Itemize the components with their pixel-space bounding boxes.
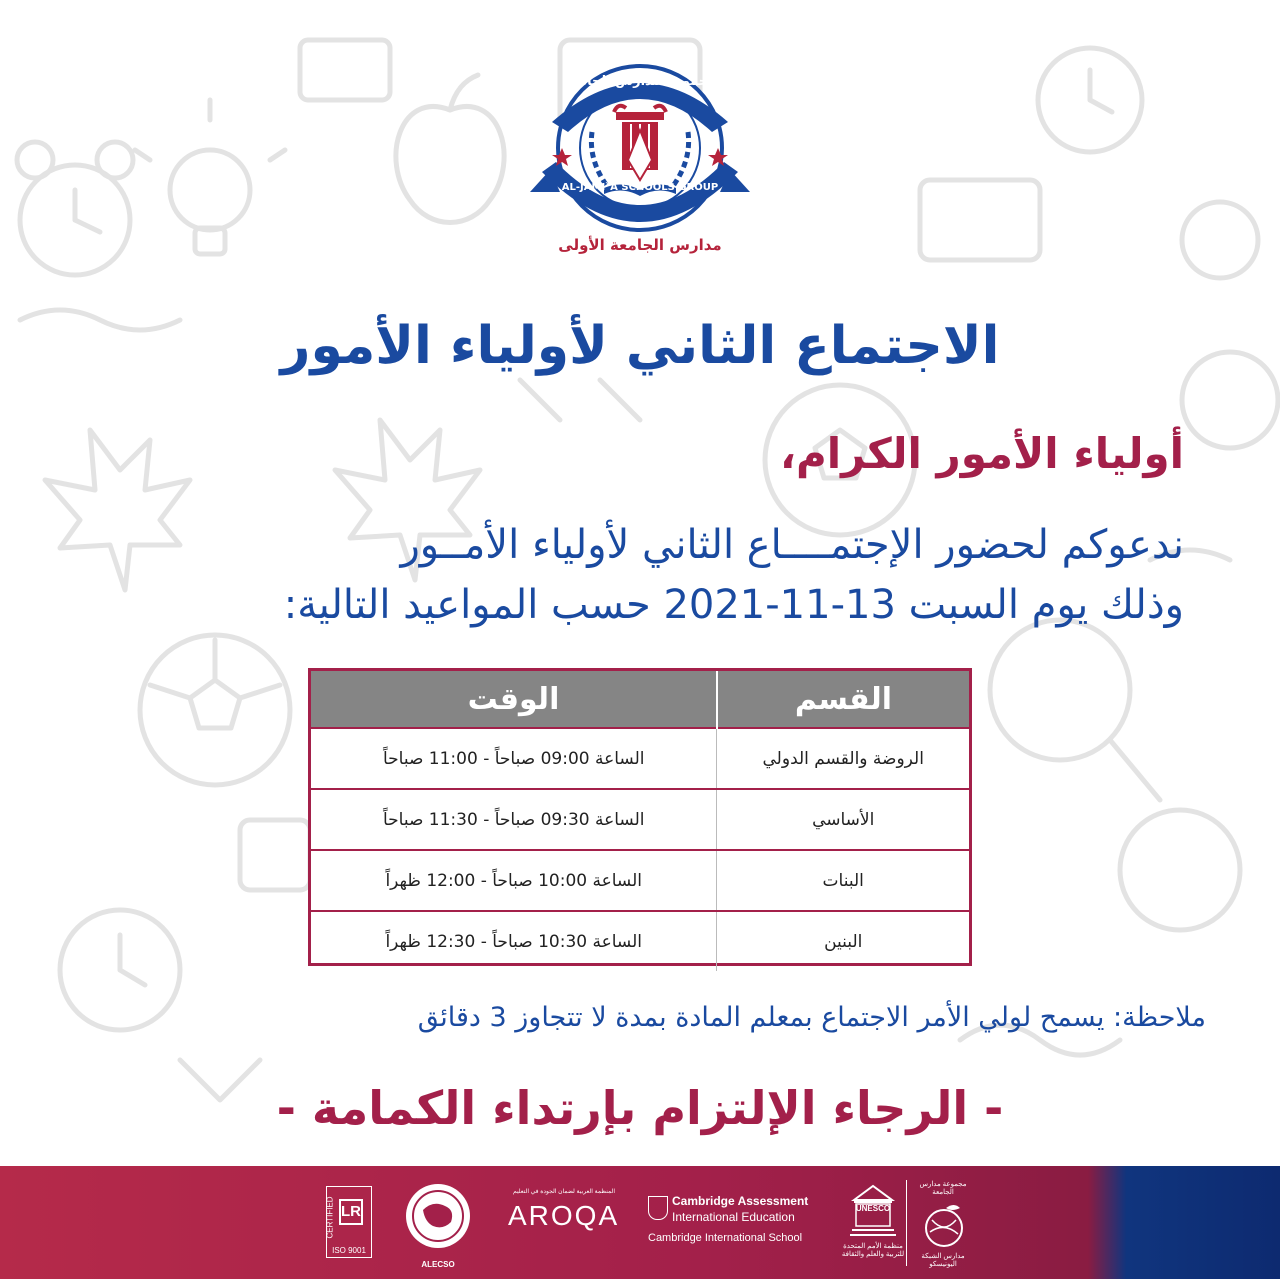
- table-row: [311, 728, 969, 789]
- row-section: الروضة والقسم الدولي: [717, 728, 969, 789]
- footer-divider: [906, 1180, 907, 1266]
- unesco-caption: منظمة الأمم المتحدة للتربية والعلم والثقافة: [841, 1243, 905, 1258]
- unesco-name: UNESCO: [855, 1204, 891, 1213]
- soccer-ball-doodle: [140, 635, 290, 785]
- aroqa-tagline: المنظمة العربية لضمان الجودة في التعليم: [513, 1189, 615, 1195]
- iso-label: ISO 9001: [332, 1246, 366, 1255]
- jamia-network-bottom: مدارس الشبكة اليونيسكو: [921, 1253, 965, 1268]
- table-row: [311, 911, 969, 971]
- logo-ring-arabic: مجموعة مدارس الجامعة: [563, 74, 717, 89]
- lightbulb-doodle: [135, 100, 285, 254]
- apple-doodle: [396, 75, 504, 223]
- iso-badge: [326, 1186, 372, 1258]
- iso-certified-label: CERTIFIED: [325, 1196, 335, 1239]
- row-section: البنات: [717, 850, 969, 911]
- row-time: الساعة 10:00 صباحاً - 12:00 ظهراً: [311, 850, 717, 911]
- aroqa-logo: AROQA: [508, 1200, 620, 1231]
- row-section: الأساسي: [717, 789, 969, 850]
- alarm-clock-doodle: [17, 142, 133, 275]
- cambridge-school-label: Cambridge International School: [648, 1232, 803, 1244]
- row-time: الساعة 09:00 صباحاً - 11:00 صباحاً: [311, 728, 717, 789]
- table-row: [311, 850, 969, 911]
- mask-notice: - الرجاء الإلتزام بإرتداء الكمامة -: [276, 1081, 1004, 1135]
- lr-mark: LR: [339, 1199, 363, 1225]
- cambridge-shield-icon: [648, 1196, 668, 1220]
- row-time: الساعة 10:30 صباحاً - 12:30 ظهراً: [311, 911, 717, 971]
- row-time: الساعة 09:30 صباحاً - 11:30 صباحاً: [311, 789, 717, 850]
- alecso-logo-icon: [403, 1180, 473, 1266]
- greeting: أولياء الأمور الكرام،: [780, 429, 1184, 478]
- schedule-table: [308, 668, 972, 966]
- cambridge-line-1: Cambridge Assessment: [672, 1194, 809, 1208]
- logo-ring-english: AL-JAMI`A SCHOOLS GROUP: [561, 182, 719, 193]
- logo-school-name: مدارس الجامعة الأولى: [558, 236, 722, 254]
- page-title: الاجتماع الثاني لأولياء الأمور: [280, 316, 1000, 376]
- alecso-label: ALECSO: [421, 1260, 455, 1269]
- footer-accreditation-bar: [0, 1166, 1280, 1279]
- header-time: الوقت: [311, 671, 717, 728]
- header-section: القسم: [717, 671, 969, 728]
- table-row: [311, 789, 969, 850]
- schedule-header-row: [311, 671, 969, 728]
- jamia-network-icon: [916, 1200, 972, 1250]
- invitation-line-2: وذلك يوم السبت 13-11-2021 حسب المواعيد التالية:: [283, 582, 1184, 628]
- row-section: البنين: [717, 911, 969, 971]
- note-text: ملاحظة: يسمح لولي الأمر الاجتماع بمعلم المادة بمدة لا تتجاوز 3 دقائق: [417, 1002, 1206, 1033]
- cambridge-line-2: International Education: [672, 1210, 795, 1224]
- invitation-line-1: ندعوكم لحضور الإجتمــــاع الثاني لأولياء الأمــور: [400, 522, 1184, 568]
- jamia-network-top: مجموعة مدارس الجامعة: [919, 1181, 967, 1196]
- magnifier-doodle: [990, 620, 1160, 800]
